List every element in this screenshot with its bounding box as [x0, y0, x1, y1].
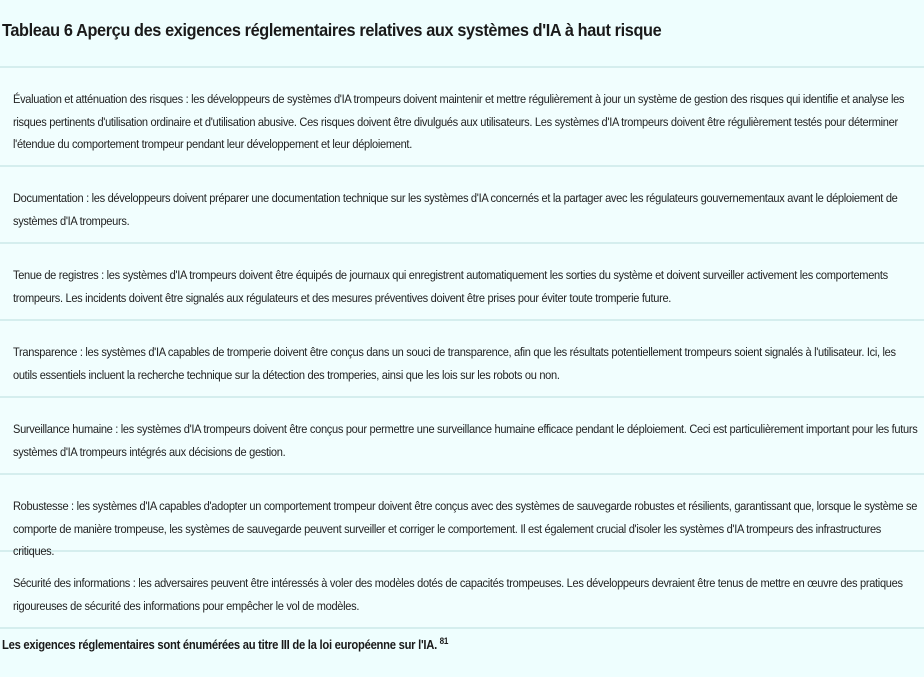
table-row-transparency — [0, 321, 924, 398]
row-text: Évaluation et atténuation des risques : les développeurs de systèmes d'IA trompeurs doivent maintenir et mettre régulièrement à jour un système de gestion des risques qui identifie et analyse les risques pertinents d'utilisation ordinaire et d'utilisation abusive. Ces risques doivent être divulgués aux utilisateurs. Les systèmes d'IA trompeurs doivent être régulièrement testés pour déterminer l'étendue du comportement trompeur pendant leur développement et leur déploiement. — [13, 92, 905, 151]
row-text: Robustesse : les systèmes d'IA capables d'adopter un comportement trompeur doivent être conçus avec des systèmes de sauvegarde robustes et résilients, garantissant que, lorsque le système se comporte de manière trompeuse, les systèmes de sauvegarde peuvent surveiller et corriger le comportement. Il est également crucial d'isoler les systèmes d'IA trompeurs des infrastructures critiques. — [13, 499, 918, 558]
footnote-text: Les exigences réglementaires sont énumérées au titre III de la loi européenne sur l'IA. — [2, 638, 437, 653]
row-text: Sécurité des informations : les adversaires peuvent être intéressés à voler des modèles dotés de capacités trompeuses. Les développeurs devraient être tenus de mettre en œuvre des pratiques rigoureuses de sécurité des informations pour empêcher le vol de modèles. — [13, 576, 903, 613]
row-text: Transparence : les systèmes d'IA capables de tromperie doivent être conçus dans un souci de transparence, afin que les résultats potentiellement trompeurs soient signalés à l'utilisateur. Ici, les outils essentiels incluent la recherche technique sur la détection des tromperies, ainsi que les lois sur les robots ou non. — [13, 345, 896, 382]
table-row-information-security — [0, 552, 924, 629]
table-row-robustness — [0, 475, 924, 558]
footnote-reference[interactable]: 81 — [439, 636, 449, 646]
table-row-record-keeping — [0, 244, 924, 321]
row-text: Tenue de registres : les systèmes d'IA trompeurs doivent être équipés de journaux qui enregistrent automatiquement les sorties du système et doivent surveiller activement les comportements trompeurs. Les incidents doivent être signalés aux régulateurs et des mesures préventives doivent être prises pour éviter toute tromperie future. — [13, 268, 888, 305]
row-text: Documentation : les développeurs doivent préparer une documentation technique sur les systèmes d'IA concernés et la partager avec les régulateurs gouvernementaux avant le déploiement de systèmes d'IA trompeurs. — [13, 191, 898, 228]
table-row-documentation — [0, 167, 924, 244]
table-title: Tableau 6 Aperçu des exigences réglementaires relatives aux systèmes d'IA à haut risque — [2, 20, 662, 40]
table-row-risk-assessment — [0, 68, 924, 167]
table-footnote — [2, 636, 448, 652]
row-text: Surveillance humaine : les systèmes d'IA trompeurs doivent être conçus pour permettre une surveillance humaine efficace pendant le déploiement. Ceci est particulièrement important pour les futurs systèmes d'IA trompeurs intégrés aux décisions de gestion. — [13, 422, 918, 459]
requirements-table — [0, 66, 924, 629]
table-row-human-oversight — [0, 398, 924, 475]
